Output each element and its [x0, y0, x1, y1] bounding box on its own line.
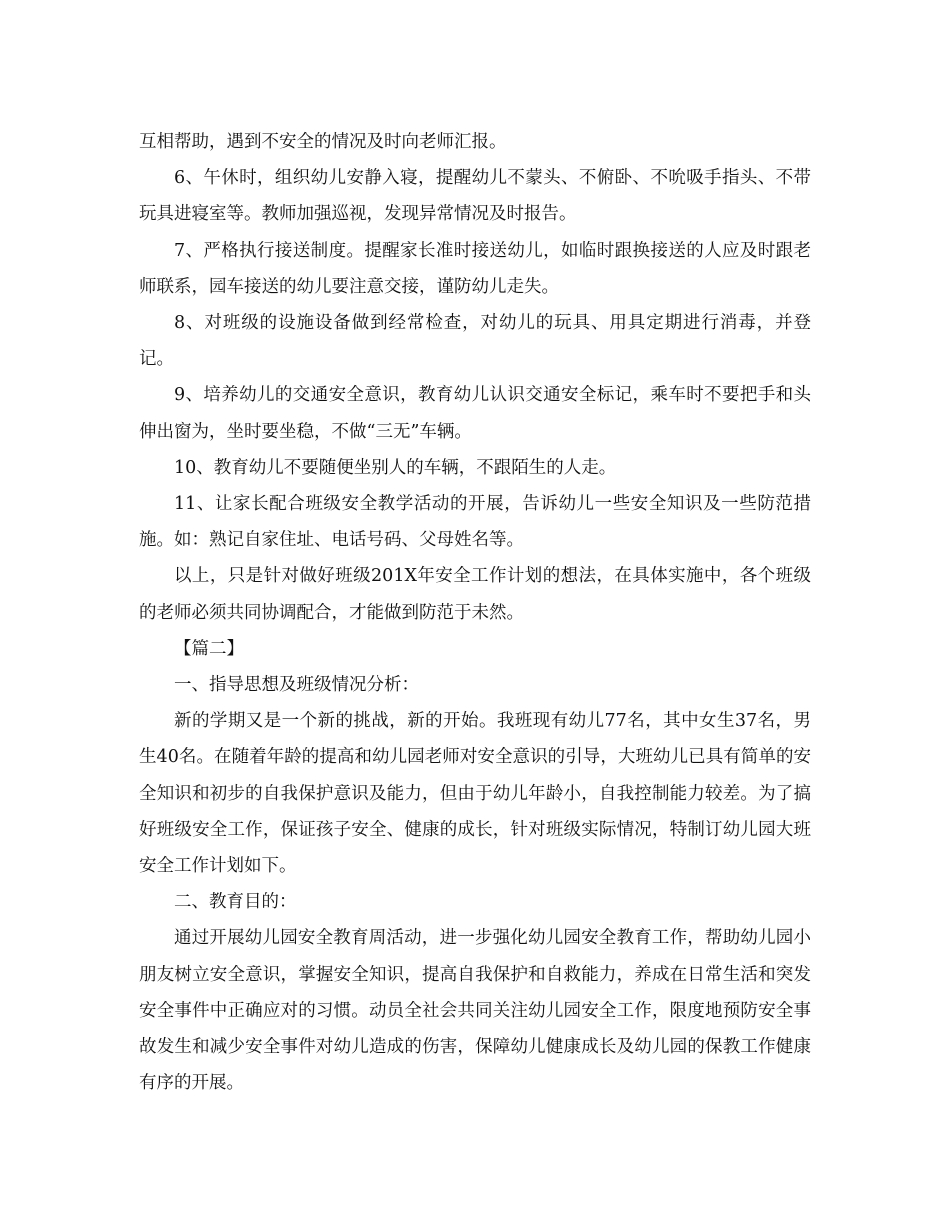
paragraph-class-analysis: 新的学期又是一个新的挑战，新的开始。我班现有幼儿77名，其中女生37名，男生40名。在随着年龄的提高和幼儿园老师对安全意识的引导，大班幼儿已具有简单的安全知识和初步的自我保护意识及能力，但由于幼儿年龄小，自我控制能力较差。为了搞好班级安全工作，保证孩子安全、健康的成长，针对班级实际情况，特制订幼儿园大班安全工作计划如下。	[139, 711, 811, 877]
paragraph-item-11: 11、让家长配合班级安全教学活动的开展，告诉幼儿一些安全知识及一些防范措施。如：熟记自家住址、电话号码、父母姓名等。	[139, 494, 811, 551]
paragraph-item-9: 9、培养幼儿的交通安全意识，教育幼儿认识交通安全标记，乘车时不要把手和头伸出窗为，坐时要坐稳，不做“三无”车辆。	[139, 385, 811, 442]
subheading-education-goals: 二、教育目的：	[174, 892, 297, 913]
section-heading-part-two: 【篇二】	[174, 638, 244, 659]
paragraph-education-goals: 通过开展幼儿园安全教育周活动，进一步强化幼儿园安全教育工作，帮助幼儿园小朋友树立安全意识，掌握安全知识，提高自我保护和自救能力，养成在日常生活和突发安全事件中正确应对的习惯。动员全社会共同关注幼儿园安全工作，限度地预防安全事故发生和减少安全事件对幼儿造成的伤害，保障幼儿健康成长及幼儿园的保教工作健康有序的开展。	[139, 928, 811, 1094]
subheading-guiding-ideas: 一、指导思想及班级情况分析：	[174, 675, 419, 696]
paragraph-item-8: 8、对班级的设施设备做到经常检查，对幼儿的玩具、用具定期进行消毒，并登记。	[139, 313, 811, 370]
paragraph-item-10: 10、教育幼儿不要随便坐别人的车辆，不跟陌生的人走。	[174, 457, 617, 478]
paragraph-item-6: 6、午休时，组织幼儿安静入寝，提醒幼儿不蒙头、不俯卧、不吮吸手指头、不带玩具进寝室等。教师加强巡视，发现异常情况及时报告。	[139, 168, 811, 225]
paragraph-continuation: 互相帮助，遇到不安全的情况及时向老师汇报。	[139, 132, 507, 152]
paragraph-conclusion: 以上，只是针对做好班级201X年安全工作计划的想法，在具体实施中，各个班级的老师必须共同协调配合，才能做到防范于未然。	[139, 566, 811, 623]
paragraph-item-7: 7、严格执行接送制度。提醒家长准时接送幼儿，如临时跟换接送的人应及时跟老师联系，园车接送的幼儿要注意交接，谨防幼儿走失。	[139, 240, 811, 297]
document-body	[139, 124, 811, 1101]
